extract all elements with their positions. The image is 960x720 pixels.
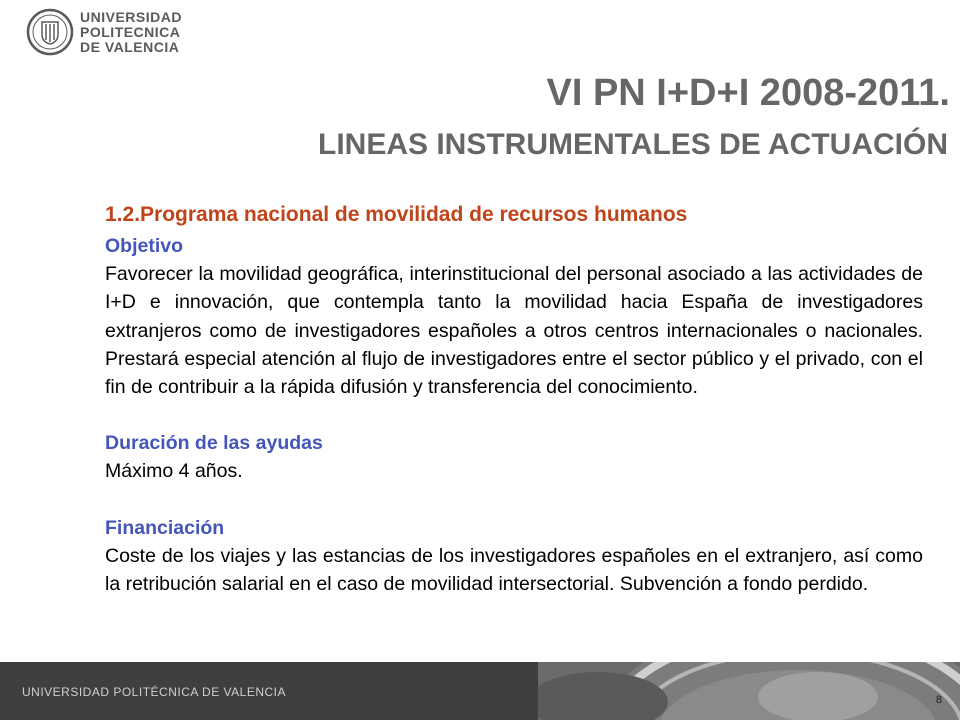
logo-line-1: UNIVERSIDAD <box>80 9 182 25</box>
objective-text: Favorecer la movilidad geográfica, interinstitucional del personal asociado a las actividades de I+D e innovación, que contempla tanto la movilidad hacia España de investigadores extranjeros como de investigadores españoles a otros centros internacionales o nacionales. Prestará especial atención al flujo de investigadores entre el sector público y el privado, con el fin de contribuir a la rápida difusión y transferencia del conocimiento. <box>105 263 923 399</box>
duration-label: Duración de las ayudas <box>105 432 323 455</box>
footer-seal-image <box>538 662 960 720</box>
logo-line-2: POLITECNICA <box>80 24 181 40</box>
seal-watermark-icon <box>538 662 960 720</box>
slide-subtitle: LINEAS INSTRUMENTALES DE ACTUACIÓN <box>318 128 948 161</box>
logo-line-3: DE VALENCIA <box>80 39 180 55</box>
objective-label: Objetivo <box>105 235 184 257</box>
financing-label: Financiación <box>105 516 225 539</box>
slide-title: VI PN I+D+I 2008-2011. <box>546 72 950 114</box>
financing-text: Coste de los viajes y las estancias de los investigadores españoles en el extranjero, así como la retribución salarial en el caso de movilidad intersectorial. Subvención a fondo perdido. <box>105 544 923 596</box>
footer-institution: UNIVERSIDAD POLITÉCNICA DE VALENCIA <box>22 685 287 699</box>
duration-text: Máximo 4 años. <box>105 460 243 483</box>
section-heading: 1.2.Programa nacional de movilidad de recursos humanos <box>105 203 688 226</box>
university-logo <box>26 8 182 58</box>
university-seal-icon <box>26 8 74 56</box>
page-number: 8 <box>935 694 942 706</box>
slide-content <box>105 198 923 598</box>
footer-bar <box>0 662 960 720</box>
logo-text <box>80 10 182 55</box>
